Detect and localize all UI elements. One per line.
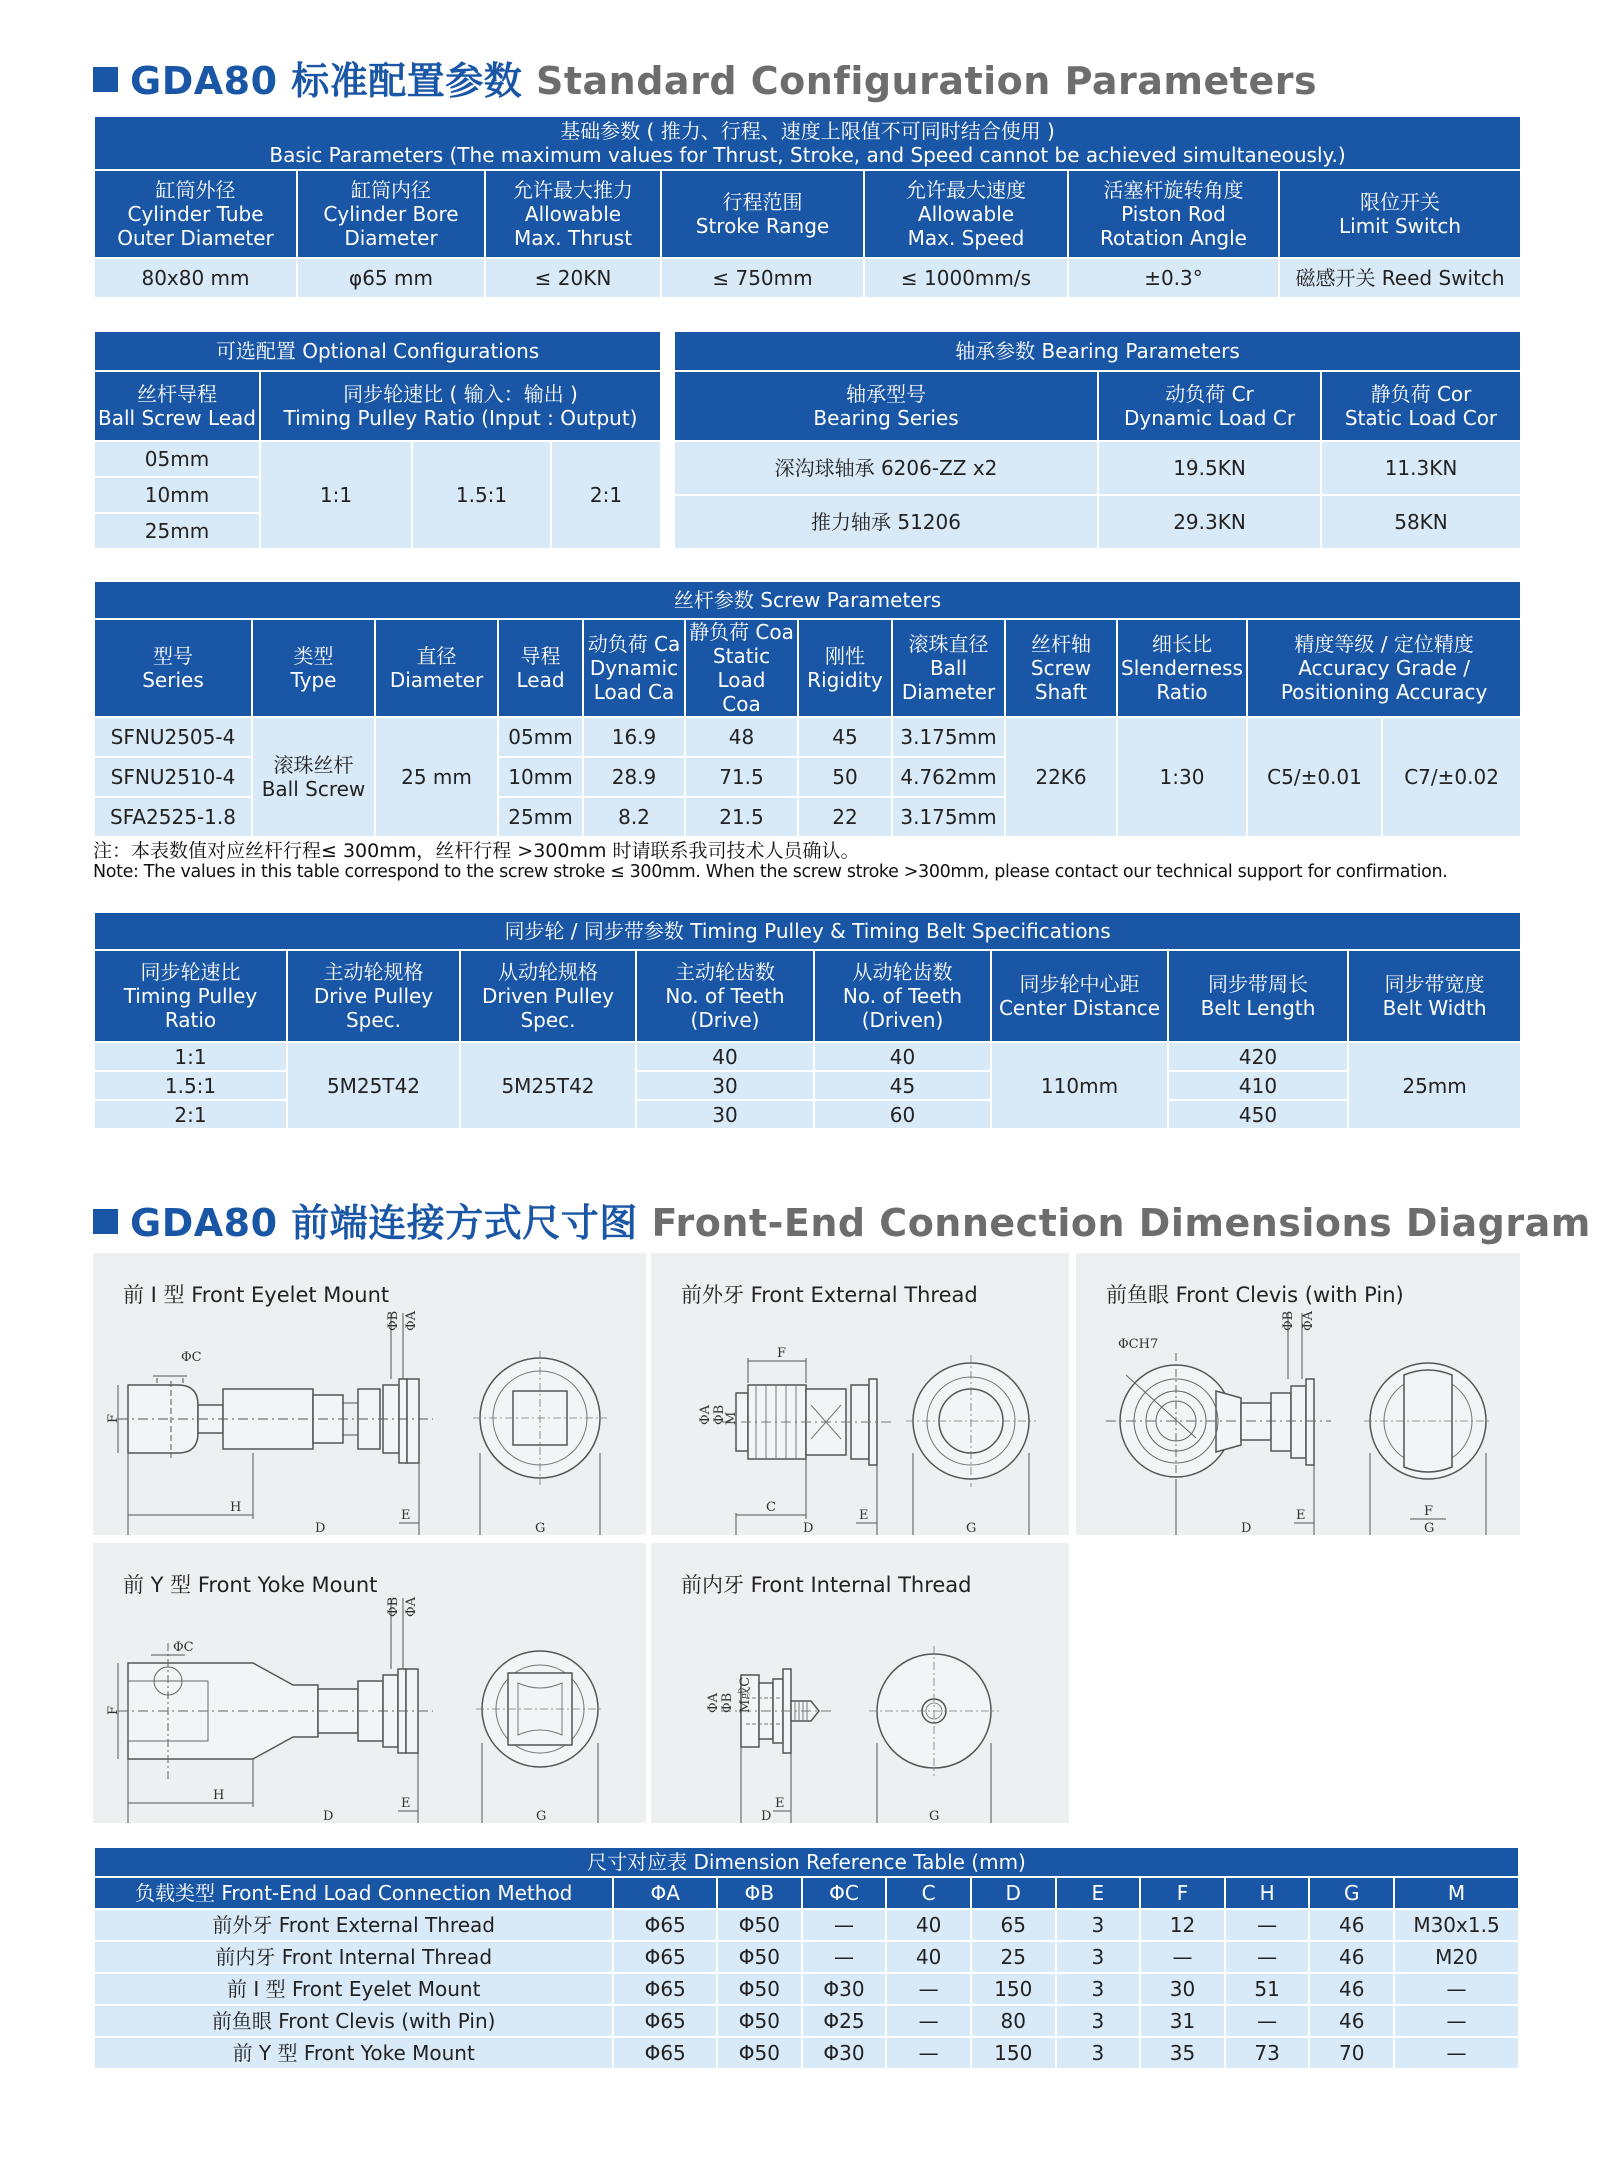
bearing-header-dynamic: 动负荷 Cr Dynamic Load Cr [1098,371,1321,441]
label-d: D [323,1809,334,1823]
label-phia: ΦA [404,1596,419,1617]
diagram-title: 前内牙 Front Internal Thread [681,1573,972,1597]
screw-type: 滚珠丝杆 Ball Screw [252,717,375,837]
dims-header-phib: ΦB [717,1877,802,1909]
screw-row-2-series: SFNU2510-4 [94,757,252,797]
label-g: G [535,1521,546,1535]
dims-cell: 40 [886,1941,971,1973]
yoke-drawing [93,1543,646,1823]
label-m: M [724,1411,739,1425]
label-f: F [1424,1504,1434,1519]
pulley-header-teeth-driven: 从动轮齿数 No. of Teeth (Driven) [814,950,991,1042]
label-m-or-c: M或C [738,1676,753,1713]
pulley-header-drive-spec: 主动轮规格 Drive Pulley Spec. [287,950,460,1042]
section1-title-cn: GDA80 标准配置参数 [130,59,523,103]
section2-title [93,1192,1591,1247]
dims-cell: Φ65 [613,2037,717,2069]
pulley-driven-spec: 5M25T42 [460,1042,636,1129]
dims-cell: 46 [1309,1973,1394,2005]
label-d: D [761,1809,772,1823]
dims-header-f: F [1140,1877,1225,1909]
pulley-drive-spec: 5M25T42 [287,1042,460,1129]
basic-value-outer-diameter: 80x80 mm [94,258,297,298]
optional-header-lead: 丝杆导程 Ball Screw Lead [94,371,260,441]
basic-value-thrust: ≤ 20KN [485,258,661,298]
optional-ratio-2-1: 2:1 [551,441,661,549]
screw-shaft: 22K6 [1005,717,1117,837]
title-square-icon [93,1209,118,1234]
dims-cell: — [886,2037,971,2069]
screw-header-diameter: 直径 Diameter [375,619,498,717]
screw-row-3-rigidity: 22 [798,797,892,837]
optional-header-ratio: 同步轮速比 ( 输入：输出 ) Timing Pulley Ratio (Input : Output) [260,371,661,441]
diagram-front-clevis [1076,1253,1520,1535]
dims-cell: 前内牙 Front Internal Thread [94,1941,613,1973]
dims-cell: 46 [1309,2005,1394,2037]
basic-value-bore: φ65 mm [297,258,485,298]
dims-cell: 40 [886,1909,971,1941]
basic-value-speed: ≤ 1000mm/s [864,258,1068,298]
basic-header-bore: 缸筒内径 Cylinder Bore Diameter [297,170,485,258]
screw-header-lead: 导程 Lead [498,619,583,717]
bearing-header-series: 轴承型号 Bearing Series [674,371,1098,441]
clevis-drawing [1076,1253,1520,1535]
dims-cell: 3 [1056,1909,1141,1941]
basic-header-rotation: 活塞杆旋转角度 Piston Rod Rotation Angle [1068,170,1279,258]
dims-cell: Φ50 [717,1973,802,2005]
dims-cell: 3 [1056,1941,1141,1973]
section2-title-cn: GDA80 前端连接方式尺寸图 [130,1201,638,1245]
optional-lead-25: 25mm [94,513,260,549]
dims-header-d: D [971,1877,1056,1909]
screw-row-1-static: 48 [685,717,798,757]
pulley-ratio-3: 2:1 [94,1100,287,1129]
dims-cell: — [1394,2005,1519,2037]
dimension-table [93,1846,1520,2070]
pulley-ratio-2: 1.5:1 [94,1071,287,1100]
label-e: E [401,1796,411,1811]
label-g: G [929,1809,940,1823]
dims-cell: 31 [1140,2005,1225,2037]
label-f: F [106,1413,121,1423]
dims-cell: 3 [1056,1973,1141,2005]
screw-slenderness: 1:30 [1117,717,1247,837]
optional-lead-10: 10mm [94,477,260,513]
diagram-title: 前外牙 Front External Thread [681,1283,978,1307]
pulley-teeth-driven-2: 45 [814,1071,991,1100]
dims-header-h: H [1225,1877,1310,1909]
dims-cell: Φ50 [717,2037,802,2069]
pulley-header-ratio: 同步轮速比 Timing Pulley Ratio [94,950,287,1042]
dims-header-g: G [1309,1877,1394,1909]
label-phic: ΦC [181,1350,202,1365]
dims-cell: M30x1.5 [1394,1909,1519,1941]
diagram-front-yoke [93,1543,646,1823]
diagram-title: 前 Y 型 Front Yoke Mount [123,1573,378,1597]
label-e: E [775,1796,785,1811]
pulley-header-center: 同步轮中心距 Center Distance [991,950,1168,1042]
dims-cell: — [1225,1909,1310,1941]
basic-header-stroke: 行程范围 Stroke Range [661,170,864,258]
screw-row-2-dynamic: 28.9 [583,757,685,797]
pulley-header-driven-spec: 从动轮规格 Driven Pulley Spec. [460,950,636,1042]
dims-cell: — [1225,1941,1310,1973]
label-phia: ΦA [1301,1310,1316,1331]
label-f: F [106,1705,121,1715]
diagram-front-external-thread [651,1253,1069,1535]
screw-row-1-dynamic: 16.9 [583,717,685,757]
dims-cell: Φ30 [802,1973,887,2005]
screw-row-1-rigidity: 45 [798,717,892,757]
screw-row-2-rigidity: 50 [798,757,892,797]
dims-cell: 前 Y 型 Front Yoke Mount [94,2037,613,2069]
internal-thread-end-view [869,1646,999,1823]
basic-header-thrust: 允许最大推力 Allowable Max. Thrust [485,170,661,258]
note-en: Note: The values in this table correspond to the screw stroke ≤ 300mm. When the screw stroke >300mm, please contact our technical support for confirmation. [93,862,1448,882]
dims-header-phia: ΦA [613,1877,717,1909]
dims-cell: — [802,1909,887,1941]
bearing-caption: 轴承参数 Bearing Parameters [674,331,1521,371]
label-c: C [766,1500,776,1515]
screw-row-2-ball: 4.762mm [892,757,1005,797]
pulley-teeth-drive-2: 30 [636,1071,814,1100]
pulley-header-belt-length: 同步带周长 Belt Length [1168,950,1348,1042]
screw-header-shaft: 丝杆轴 Screw Shaft [1005,619,1117,717]
dims-cell: 前鱼眼 Front Clevis (with Pin) [94,2005,613,2037]
screw-row-3-dynamic: 8.2 [583,797,685,837]
label-g: G [966,1521,977,1535]
dims-cell: 51 [1225,1973,1310,2005]
optional-caption: 可选配置 Optional Configurations [94,331,661,371]
pulley-teeth-drive-1: 40 [636,1042,814,1071]
label-d: D [803,1521,814,1535]
dims-cell: Φ50 [717,1941,802,1973]
pulley-teeth-driven-1: 40 [814,1042,991,1071]
section2-title-en: Front-End Connection Dimensions Diagram [651,1201,1591,1245]
screw-row-2-lead: 10mm [498,757,583,797]
dims-cell: 3 [1056,2005,1141,2037]
basic-value-limit-switch: 磁感开关 Reed Switch [1279,258,1521,298]
dims-cell: 35 [1140,2037,1225,2069]
yoke-end-view [476,1651,604,1823]
dims-cell: Φ50 [717,1909,802,1941]
dims-cell: 150 [971,1973,1056,2005]
diagram-title: 前 I 型 Front Eyelet Mount [123,1283,390,1307]
dims-cell: — [1225,2005,1310,2037]
dims-cell: — [886,1973,971,2005]
screw-row-1-ball: 3.175mm [892,717,1005,757]
dims-cell: 12 [1140,1909,1225,1941]
pulley-center: 110mm [991,1042,1168,1129]
external-thread-end-view [906,1355,1036,1535]
screw-row-1-series: SFNU2505-4 [94,717,252,757]
bearing-row-2-static: 58KN [1321,495,1521,549]
screw-row-3-static: 21.5 [685,797,798,837]
dims-cell: — [1394,1973,1519,2005]
screw-header-slenderness: 细长比 Slenderness Ratio [1117,619,1247,717]
dims-cell: 3 [1056,2037,1141,2069]
bearing-row-1-series: 深沟球轴承 6206-ZZ x2 [674,441,1098,495]
eyelet-end-view [473,1351,607,1535]
pulley-table [93,911,1522,1130]
dims-header-e: E [1056,1877,1141,1909]
screw-header-ball-diameter: 滚珠直径 Ball Diameter [892,619,1005,717]
label-h: H [230,1500,242,1515]
diagram-front-internal-thread [651,1543,1069,1823]
dims-header-method: 负载类型 Front-End Load Connection Method [94,1877,613,1909]
label-e: E [859,1508,869,1523]
basic-header-speed: 允许最大速度 Allowable Max. Speed [864,170,1068,258]
pulley-teeth-drive-3: 30 [636,1100,814,1129]
dims-cell: 46 [1309,1909,1394,1941]
screw-row-3-ball: 3.175mm [892,797,1005,837]
bearing-row-1-static: 11.3KN [1321,441,1521,495]
optional-config-table [93,330,662,550]
label-phib: ΦB [712,1404,727,1425]
pulley-belt-length-1: 420 [1168,1042,1348,1071]
internal-thread-drawing [651,1543,1069,1823]
basic-caption: 基础参数 ( 推力、行程、速度上限值不可同时结合使用 ) Basic Parameters (The maximum values for Thrust, Stroke, and Speed cannot be achieved simultaneously.) [94,116,1521,170]
basic-parameters-table [93,115,1522,299]
screw-header-dynamic: 动负荷 Ca Dynamic Load Ca [583,619,685,717]
screw-row-3-series: SFA2525-1.8 [94,797,252,837]
bearing-row-2-dynamic: 29.3KN [1098,495,1321,549]
label-phib: ΦB [1281,1310,1296,1331]
pulley-header-belt-width: 同步带宽度 Belt Width [1348,950,1521,1042]
dims-cell: Φ50 [717,2005,802,2037]
screw-table [93,580,1522,838]
screw-header-static: 静负荷 Coa Static Load Coa [685,619,798,717]
section1-title [93,50,1317,105]
dims-cell: 30 [1140,1973,1225,2005]
table-row [94,1973,1519,2005]
dims-caption: 尺寸对应表 Dimension Reference Table (mm) [94,1847,1519,1877]
dims-cell: Φ25 [802,2005,887,2037]
pulley-teeth-driven-3: 60 [814,1100,991,1129]
label-phia: ΦA [698,1404,713,1425]
eyelet-drawing [93,1253,646,1535]
label-phich7: ΦCH7 [1118,1337,1159,1352]
label-phia: ΦA [404,1310,419,1331]
dims-cell: Φ65 [613,2005,717,2037]
screw-row-3-lead: 25mm [498,797,583,837]
label-phia: ΦA [706,1692,721,1713]
screw-diameter: 25 mm [375,717,498,837]
label-e: E [1296,1508,1306,1523]
label-phic: ΦC [173,1640,194,1655]
bearing-row-2-series: 推力轴承 51206 [674,495,1098,549]
dims-cell: — [1394,2037,1519,2069]
dims-cell: M20 [1394,1941,1519,1973]
dims-cell: 73 [1225,2037,1310,2069]
table-row [94,1909,1519,1941]
pulley-belt-length-2: 410 [1168,1071,1348,1100]
label-f: F [777,1346,787,1361]
dims-cell: 65 [971,1909,1056,1941]
diagram-front-eyelet [93,1253,646,1535]
dims-cell: Φ65 [613,1909,717,1941]
pulley-belt-width: 25mm [1348,1042,1521,1129]
dims-cell: 前外牙 Front External Thread [94,1909,613,1941]
screw-grade: C5/±0.01 [1247,717,1382,837]
label-e: E [401,1508,411,1523]
section1-title-en: Standard Configuration Parameters [536,59,1318,103]
dims-cell: — [802,1941,887,1973]
label-phib: ΦB [386,1310,401,1331]
screw-header-series: 型号 Series [94,619,252,717]
dims-cell: 150 [971,2037,1056,2069]
table-row [94,2005,1519,2037]
pulley-header-teeth-drive: 主动轮齿数 No. of Teeth (Drive) [636,950,814,1042]
dims-cell: 25 [971,1941,1056,1973]
dims-cell: 46 [1309,1941,1394,1973]
basic-header-limit-switch: 限位开关 Limit Switch [1279,170,1521,258]
screw-row-1-lead: 05mm [498,717,583,757]
pulley-ratio-1: 1:1 [94,1042,287,1071]
screw-row-2-static: 71.5 [685,757,798,797]
label-g: G [1424,1521,1435,1535]
basic-value-rotation: ±0.3° [1068,258,1279,298]
label-phib: ΦB [720,1692,735,1713]
optional-ratio-1-1: 1:1 [260,441,412,549]
pulley-caption: 同步轮 / 同步带参数 Timing Pulley & Timing Belt Specifications [94,912,1521,950]
screw-header-type: 类型 Type [252,619,375,717]
bearing-row-1-dynamic: 19.5KN [1098,441,1321,495]
label-d: D [315,1521,326,1535]
label-g: G [536,1809,547,1823]
screw-caption: 丝杆参数 Screw Parameters [94,581,1521,619]
dims-cell: 70 [1309,2037,1394,2069]
screw-accuracy: C7/±0.02 [1382,717,1521,837]
screw-header-rigidity: 刚性 Rigidity [798,619,892,717]
dims-header-m: M [1394,1877,1519,1909]
dims-cell: Φ65 [613,1973,717,2005]
note-cn: 注：本表数值对应丝杆行程≤ 300mm，丝杆行程 >300mm 时请联系我司技术人员确认。 [93,840,860,862]
bearing-header-static: 静负荷 Cor Static Load Cor [1321,371,1521,441]
label-h: H [213,1788,225,1803]
dims-cell: — [1140,1941,1225,1973]
optional-ratio-1-5-1: 1.5:1 [412,441,551,549]
dims-cell: 80 [971,2005,1056,2037]
dims-cell: Φ30 [802,2037,887,2069]
basic-value-stroke: ≤ 750mm [661,258,864,298]
external-thread-drawing [651,1253,1069,1535]
dims-cell: — [886,2005,971,2037]
bearing-table [673,330,1522,550]
screw-header-accuracy: 精度等级 / 定位精度 Accuracy Grade / Positioning Accuracy [1247,619,1521,717]
label-phib: ΦB [386,1596,401,1617]
label-d: D [1241,1521,1252,1535]
dims-header-phic: ΦC [802,1877,887,1909]
dims-cell: Φ65 [613,1941,717,1973]
diagram-title: 前鱼眼 Front Clevis (with Pin) [1106,1283,1404,1307]
pulley-belt-length-3: 450 [1168,1100,1348,1129]
dims-cell: 前 I 型 Front Eyelet Mount [94,1973,613,2005]
table-row [94,2037,1519,2069]
basic-header-outer-diameter: 缸筒外径 Cylinder Tube Outer Diameter [94,170,297,258]
optional-lead-05: 05mm [94,441,260,477]
title-square-icon [93,67,118,92]
dims-header-c: C [886,1877,971,1909]
table-row [94,1941,1519,1973]
